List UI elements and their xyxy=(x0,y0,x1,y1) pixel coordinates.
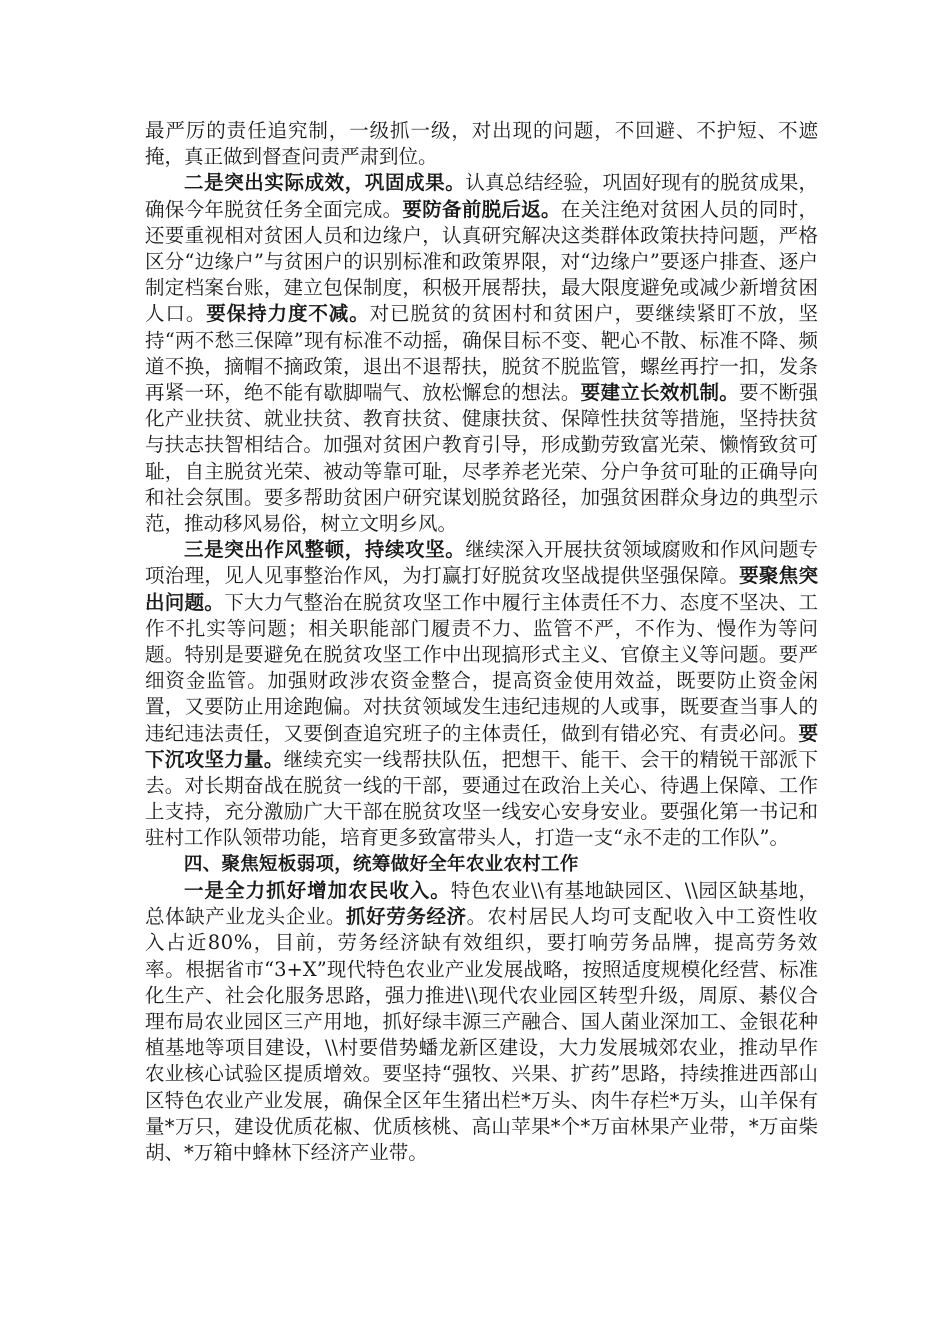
emphasis-text: 要防备前脱后返。 xyxy=(402,197,561,221)
section-heading-text: 四、聚焦短板弱项，统筹做好全年农业农村工作 xyxy=(183,853,579,875)
paragraph-text: 在关注绝对贫困人员的同时，还要重视相对贫困人员和边缘户，认真研究解决这类群体政策扶持问题，严格区分“边缘户”与贫困户的识别标准和政策界限，对“边缘户”要逐户排查、逐户制定档案台账，建立包保制度，积极开展帮扶，最大限度避免或减少新增贫困人口。 xyxy=(145,197,818,326)
paragraph-text: 下大力气整治在脱贫攻坚工作中履行主体责任不力、态度不坚决、工作不扎实等问题；相关职能部门履责不力、监管不严，不作为、慢作为等问题。特别是要避免在脱贫攻坚工作中出现搞形式主义、官僚主义等问题。要严细资金监管。加强财政涉农资金整合，提高资金使用效益，既要防止资金闲置，又要防止用途跑偏。对扶贫领域发生违纪违规的人或事，既要查当事人的违纪违法责任，又要倒查追究班子的主体责任，做到有错必究、有责必问。 xyxy=(145,590,818,745)
paragraph-farmer-income xyxy=(145,878,818,1166)
section-heading xyxy=(145,852,818,878)
document-page xyxy=(145,118,818,1166)
paragraph-consolidate-results xyxy=(145,170,818,537)
paragraph-lead: 一是全力抓好增加农民收入。 xyxy=(184,878,451,902)
emphasis-text: 要保持力度不减。 xyxy=(206,302,370,326)
paragraph-text: 。农村居民人均可支配收入中工资性收入占近80%，目前，劳务经济缺有效组织，要打响劳务品牌，提高劳务效率。 xyxy=(145,905,818,981)
paragraph-text: 要不断强化产业扶贫、就业扶贫、教育扶贫、健康扶贫、保障性扶贫等措施，坚持扶贫与扶志扶智相结合。加强对贫困户教育引导，形成勤劳致富光荣、懒惰致贫可耻，自主脱贫光荣、被动等靠可耻，尽孝养老光荣、分户争贫可耻的正确导向和社会氛围。要多帮助贫困户研究谋划脱贫路径，加强贫困群众身边的典型示范，推动移风易俗，树立文明乡风。 xyxy=(145,381,818,536)
paragraph-text: 根据省市“3+X”现代特色农业产业发展战略，按照适度规模化经营、标准化生产、社会化服务思路，强力推进\\现代农业园区转型升级，周原、綦仪合理布局农业园区三产用地，抓好绿丰源三产融合、国人菌业深加工、金银花种植基地等项目建设，\\村要借势蟠龙新区建设，大力发展城郊农业，推动早作农业核心试验区提质增效。要坚持“强牧、兴果、扩药”思路，持续推进西部山区特色农业产业发展，确保全区年生猪出栏*万头、肉牛存栏*万头，山羊保有量*万只，建设优质花椒、优质核桃、高山苹果*个*万亩林果产业带，*万亩柴胡、*万箱中蜂林下经济产业带。 xyxy=(145,957,818,1164)
paragraph-text: 对已脱贫的贫困村和贫困户，要继续紧盯不放，坚持“两不愁三保障”现有标准不动摇，确保目标不变、靶心不散、标准不降、频道不换，摘帽不摘政策，退出不退帮扶，脱贫不脱监管，螺丝再拧一扣，发条再紧一环，绝不能有歇脚喘气、放松懈怠的想法。 xyxy=(145,302,818,405)
emphasis-text: 要下沉攻坚力量。 xyxy=(145,721,818,771)
paragraph-work-style xyxy=(145,537,818,851)
paragraph-text: 继续充实一线帮扶队伍，把想干、能干、会干的精锐干部派下去。对长期奋战在脱贫一线的干部，要通过在政治上关心、待遇上保障、工作上支持，充分激励广大干部在脱贫攻坚一线安心安身安业。要强化第一书记和驻村工作队领带功能，培育更多致富带头人，打造一支“永不走的工作队”。 xyxy=(145,747,818,850)
paragraph-accountability xyxy=(145,118,818,170)
paragraph-lead: 三是突出作风整顿，持续攻坚。 xyxy=(184,538,466,562)
paragraph-text: 认真总结经验，巩固好现有的脱贫成果，确保今年脱贫任务全面完成。 xyxy=(145,171,818,221)
paragraph-text: 继续深入开展扶贫领域腐败和作风问题专项治理，见人见事整治作风，为打赢打好脱贫攻坚战提供坚强保障。 xyxy=(145,538,818,588)
emphasis-text: 要聚焦突出问题。 xyxy=(145,564,818,614)
paragraph-lead: 二是突出实际成效，巩固成果。 xyxy=(184,171,466,195)
paragraph-text: 最严厉的责任追究制，一级抓一级，对出现的问题，不回避、不护短、不遮掩，真正做到督查问责严肃到位。 xyxy=(145,119,818,169)
emphasis-text: 要建立长效机制。 xyxy=(580,381,740,405)
emphasis-text: 抓好劳务经济 xyxy=(346,905,467,929)
paragraph-text: 特色农业\\有基地缺园区、\\园区缺基地，总体缺产业龙头企业。 xyxy=(145,878,818,929)
